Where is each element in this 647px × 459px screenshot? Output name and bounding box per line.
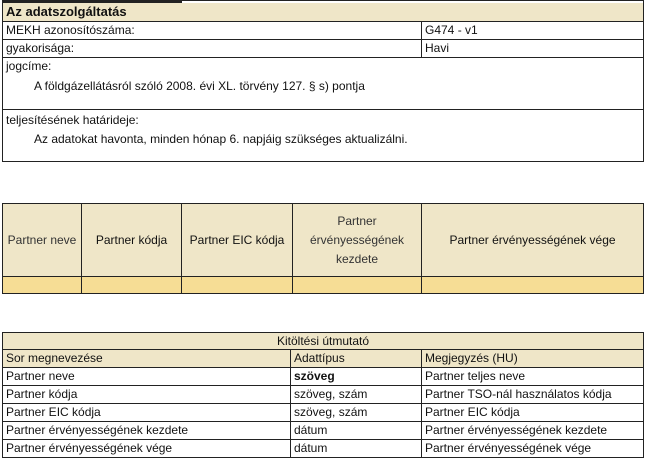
guide-row-type: szöveg [290,368,421,386]
guide-row-note: Partner EIC kódja [421,404,643,422]
frequency-value: Havi [421,40,643,58]
guide-row-note: Partner érvényességének vége [421,440,643,458]
input-validity-end[interactable] [421,276,643,293]
frequency-label: gyakorisága: [3,40,421,58]
filling-guide [2,332,644,458]
guide-row-name: Partner neve [3,368,290,386]
guide-header-datatype: Adattípus [290,350,421,368]
col-header-partner-eic: Partner EIC kódja [181,204,292,276]
legal-basis-block [3,58,643,110]
col-header-partner-name: Partner neve [3,204,81,276]
id-value: G474 - v1 [421,22,643,40]
guide-row-note: Partner teljes neve [421,368,643,386]
deadline-block [3,110,643,161]
guide-row-type: dátum [290,422,421,440]
guide-row-name: Partner érvényességének vége [6,441,173,455]
guide-row-type: szöveg, szám [290,386,421,404]
deadline-text: Az adatokat havonta, minden hónap 6. napjáig szükséges aktualizálni. [34,132,408,146]
col-header-partner-code: Partner kódja [81,204,181,276]
guide-row-name: Partner kódja [3,386,290,404]
col-header-validity-start: Partner érvényességének kezdete [292,204,421,276]
legal-basis-text: A földgázellátásról szóló 2008. évi XL. törvény 127. § s) pontja [34,79,365,93]
guide-title: Kitöltési útmutató [3,333,643,350]
input-validity-start[interactable] [292,276,421,293]
guide-row-note: Partner TSO-nál használatos kódja [421,386,643,404]
deadline-label: teljesítésének határideje: [6,113,139,127]
input-partner-code[interactable] [81,276,181,293]
guide-row-type: szöveg, szám [290,404,421,422]
input-partner-eic[interactable] [181,276,292,293]
provider-info-block [2,0,644,162]
id-label: MEKH azonosítószáma: [3,22,421,40]
guide-header-row-name: Sor megnevezése [3,350,290,368]
guide-header-note: Megjegyzés (HU) [421,350,643,368]
guide-row-name: Partner érvényességének kezdete [3,422,290,440]
provider-header: Az adatszolgáltatás [3,3,643,22]
guide-row-note: Partner érvényességének kezdete [421,422,643,440]
col-header-validity-end: Partner érvényességének vége [421,204,643,276]
data-table [2,203,644,294]
legal-basis-label: jogcíme: [6,59,52,73]
guide-row-name: Partner EIC kódja [3,404,290,422]
guide-row-type: dátum [290,440,421,458]
input-partner-name[interactable] [3,276,81,293]
